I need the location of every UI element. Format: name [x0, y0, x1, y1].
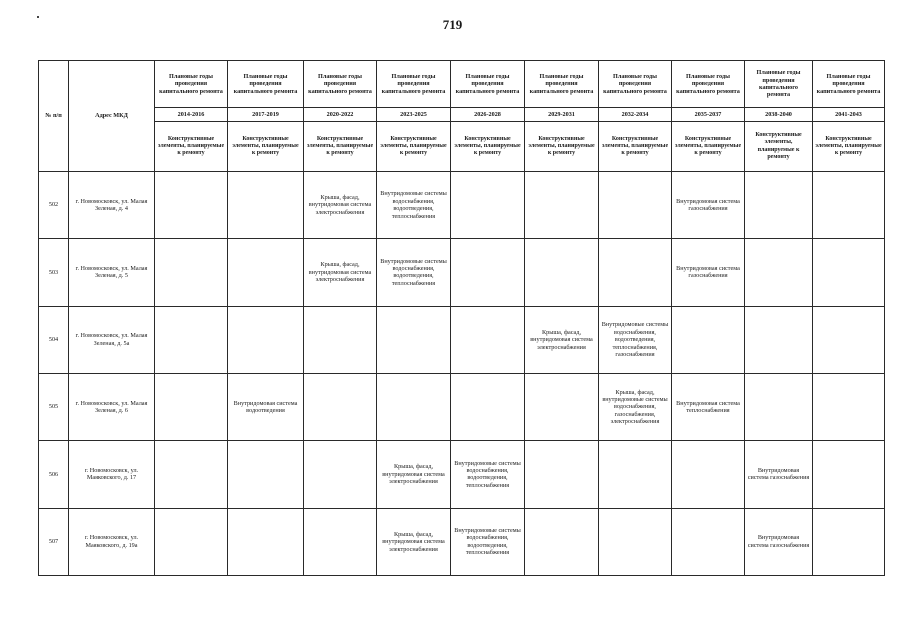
row-work-cell	[304, 306, 377, 373]
header-period: Плановые годы проведения капитального ремонта	[155, 61, 228, 108]
row-work-cell	[155, 373, 228, 440]
row-address: г. Новомосковск, ул. Малая Зеленая, д. 5а	[69, 306, 155, 373]
row-work-cell	[228, 172, 304, 239]
row-work-cell: Крыша, фасад, внутридомовая система электроснабжения	[525, 306, 599, 373]
header-years: 2023-2025	[377, 108, 451, 122]
table-row	[39, 306, 885, 373]
header-elements: Конструктивные элементы, планируемые к ремонту	[745, 122, 813, 172]
header-years: 2020-2022	[304, 108, 377, 122]
repair-schedule-table	[38, 60, 885, 576]
header-elements: Конструктивные элементы, планируемые к ремонту	[155, 122, 228, 172]
row-work-cell	[599, 172, 672, 239]
table-row	[39, 441, 885, 508]
row-work-cell	[745, 373, 813, 440]
header-elements: Конструктивные элементы, планируемые к ремонту	[525, 122, 599, 172]
header-row-elements	[39, 122, 885, 172]
row-number: 504	[39, 306, 69, 373]
row-address: г. Новомосковск, ул. Малая Зеленая, д. 5	[69, 239, 155, 306]
header-elements: Конструктивные элементы, планируемые к ремонту	[813, 122, 885, 172]
row-work-cell	[813, 373, 885, 440]
header-elements: Конструктивные элементы, планируемые к ремонту	[599, 122, 672, 172]
row-work-cell	[451, 373, 525, 440]
header-elements: Конструктивные элементы, планируемые к ремонту	[451, 122, 525, 172]
table-body	[39, 172, 885, 576]
header-period: Плановые годы проведения капитального ремонта	[813, 61, 885, 108]
row-work-cell: Внутридомовые системы водоснабжения, водоотведения, теплоснабжения	[377, 239, 451, 306]
row-work-cell	[304, 508, 377, 575]
row-work-cell	[813, 239, 885, 306]
header-elements: Конструктивные элементы, планируемые к ремонту	[377, 122, 451, 172]
row-work-cell	[525, 172, 599, 239]
header-period: Плановые годы проведения капитального ремонта	[228, 61, 304, 108]
row-work-cell	[525, 508, 599, 575]
row-work-cell	[745, 306, 813, 373]
row-work-cell	[813, 172, 885, 239]
row-work-cell	[525, 373, 599, 440]
row-work-cell	[228, 441, 304, 508]
row-number: 505	[39, 373, 69, 440]
header-period: Плановые годы проведения капитального ремонта	[304, 61, 377, 108]
row-address: г. Новомосковск, ул. Малая Зеленая, д. 4	[69, 172, 155, 239]
header-years: 2014-2016	[155, 108, 228, 122]
table-row	[39, 239, 885, 306]
row-work-cell	[672, 508, 745, 575]
header-years: 2026-2028	[451, 108, 525, 122]
header-elements: Конструктивные элементы, планируемые к ремонту	[672, 122, 745, 172]
header-elements: Конструктивные элементы, планируемые к ремонту	[228, 122, 304, 172]
row-work-cell: Крыша, фасад, внутридомовая система электроснабжения	[377, 441, 451, 508]
row-work-cell: Внутридомовая система водоотведения	[228, 373, 304, 440]
row-work-cell	[155, 172, 228, 239]
row-work-cell	[451, 306, 525, 373]
scan-speck	[37, 16, 39, 18]
row-work-cell	[599, 508, 672, 575]
header-years: 2041-2043	[813, 108, 885, 122]
row-work-cell	[599, 239, 672, 306]
table-row	[39, 508, 885, 575]
row-work-cell: Внутридомовая система газоснабжения	[745, 441, 813, 508]
row-work-cell	[155, 441, 228, 508]
table-row	[39, 373, 885, 440]
row-work-cell	[672, 306, 745, 373]
row-work-cell	[525, 441, 599, 508]
row-work-cell: Крыша, фасад, внутридомовая система электроснабжения	[377, 508, 451, 575]
header-num: № п/п	[39, 61, 69, 172]
row-work-cell	[672, 441, 745, 508]
row-work-cell	[228, 508, 304, 575]
row-work-cell: Крыша, фасад, внутридомовая система электроснабжения	[304, 239, 377, 306]
header-elements: Конструктивные элементы, планируемые к ремонту	[304, 122, 377, 172]
row-work-cell	[155, 508, 228, 575]
row-address: г. Новомосковск, ул. Маяковского, д. 17	[69, 441, 155, 508]
row-address: г. Новомосковск, ул. Малая Зеленая, д. 6	[69, 373, 155, 440]
row-work-cell	[745, 239, 813, 306]
row-work-cell: Внутридомовые системы водоснабжения, водоотведения, теплоснабжения	[451, 441, 525, 508]
row-work-cell: Внутридомовая система теплоснабжения	[672, 373, 745, 440]
row-work-cell	[304, 441, 377, 508]
header-years: 2032-2034	[599, 108, 672, 122]
header-period: Плановые годы проведения капитального ремонта	[525, 61, 599, 108]
header-period: Плановые годы проведения капитального ремонта	[745, 61, 813, 108]
row-work-cell: Крыша, фасад, внутридомовые системы водоснабжения, газоснабжения, электроснабжения	[599, 373, 672, 440]
row-work-cell: Внутридомовая система газоснабжения	[672, 239, 745, 306]
row-work-cell	[745, 172, 813, 239]
table-row	[39, 172, 885, 239]
page-number: 719	[442, 17, 463, 32]
header-row-years	[39, 108, 885, 122]
header-period: Плановые годы проведения капитального ремонта	[377, 61, 451, 108]
row-work-cell	[155, 306, 228, 373]
row-work-cell: Внутридомовая система газоснабжения	[672, 172, 745, 239]
header-period: Плановые годы проведения капитального ремонта	[451, 61, 525, 108]
header-years: 2017-2019	[228, 108, 304, 122]
row-work-cell	[304, 373, 377, 440]
row-number: 502	[39, 172, 69, 239]
row-work-cell: Внутридомовые системы водоснабжения, водоотведения, теплоснабжения	[451, 508, 525, 575]
header-period: Плановые годы проведения капитального ремонта	[672, 61, 745, 108]
row-work-cell	[377, 306, 451, 373]
row-work-cell: Крыша, фасад, внутридомовая система электроснабжения	[304, 172, 377, 239]
row-number: 503	[39, 239, 69, 306]
row-work-cell	[228, 306, 304, 373]
row-work-cell	[377, 373, 451, 440]
row-work-cell: Внутридомовая система газоснабжения	[745, 508, 813, 575]
row-work-cell	[451, 172, 525, 239]
row-work-cell	[599, 441, 672, 508]
row-work-cell: Внутридомовые системы водоснабжения, водоотведения, теплоснабжения	[377, 172, 451, 239]
row-work-cell: Внутридомовые системы водоснабжения, водоотведения, теплоснабжения, газоснабжения	[599, 306, 672, 373]
row-address: г. Новомосковск, ул. Маяковского, д. 19а	[69, 508, 155, 575]
header-years: 2029-2031	[525, 108, 599, 122]
row-number: 507	[39, 508, 69, 575]
row-work-cell	[228, 239, 304, 306]
header-row-periods	[39, 61, 885, 108]
header-years: 2035-2037	[672, 108, 745, 122]
row-number: 506	[39, 441, 69, 508]
row-work-cell	[451, 239, 525, 306]
row-work-cell	[525, 239, 599, 306]
row-work-cell	[155, 239, 228, 306]
row-work-cell	[813, 306, 885, 373]
header-years: 2038-2040	[745, 108, 813, 122]
row-work-cell	[813, 508, 885, 575]
header-address: Адрес МКД	[69, 61, 155, 172]
header-period: Плановые годы проведения капитального ремонта	[599, 61, 672, 108]
row-work-cell	[813, 441, 885, 508]
